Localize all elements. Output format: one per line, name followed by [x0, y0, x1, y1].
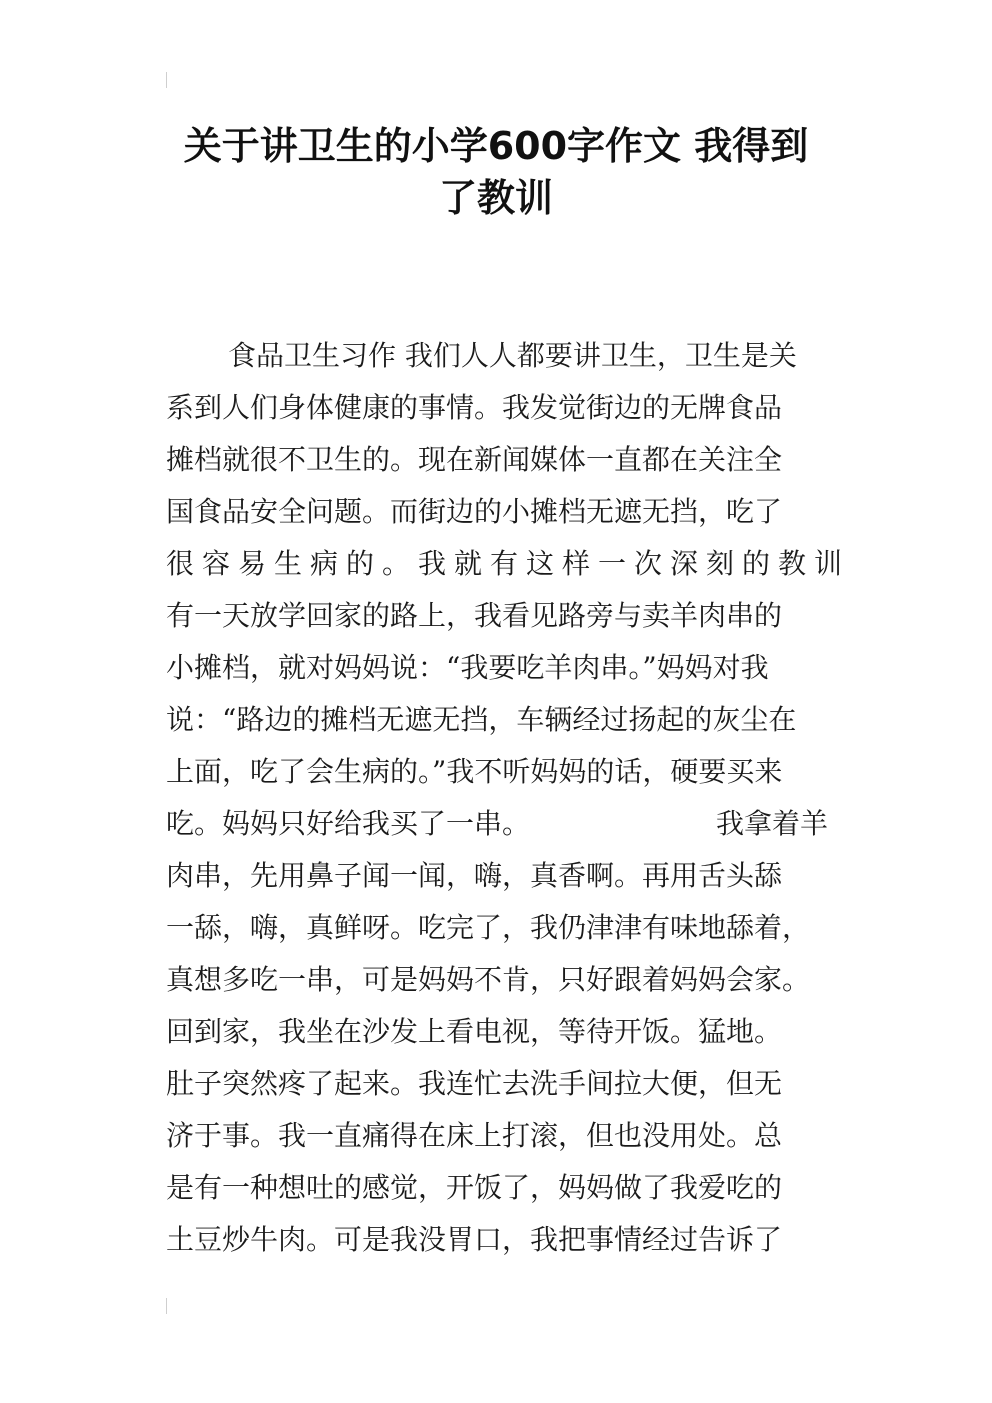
body-line: 很容易生病的。我就有这样一次深刻的教训 — [166, 547, 842, 580]
body-line: 真想多吃一串，可是妈妈不肯，只好跟着妈妈会家。 — [166, 963, 811, 996]
body-line: 肉串，先用鼻子闻一闻，嗨，真香啊。再用舌头舔 — [166, 859, 783, 892]
body-line-split — [166, 798, 842, 850]
document-title — [150, 120, 842, 224]
body-line: 是有一种想吐的感觉，开饭了，妈妈做了我爱吃的 — [166, 1171, 783, 1204]
page-corner-mark-bottom — [166, 1298, 167, 1314]
body-line: 上面，吃了会生病的。”我不听妈妈的话，硬要买来 — [166, 755, 783, 788]
body-line: 摊档就很不卫生的。现在新闻媒体一直都在关注全 — [166, 443, 783, 476]
page-corner-mark-top — [166, 72, 167, 88]
body-line: 有一天放学回家的路上，我看见路旁与卖羊肉串的 — [166, 599, 783, 632]
title-line-2: 了教训 — [438, 176, 553, 220]
body-line: 食品卫生习作 我们人人都要讲卫生，卫生是关 — [228, 339, 797, 372]
body-line-right: 我拿着羊 — [715, 807, 828, 840]
body-line: 系到人们身体健康的事情。我发觉街边的无牌食品 — [166, 391, 783, 424]
body-line: 回到家，我坐在沙发上看电视，等待开饭。猛地。 — [166, 1015, 783, 1048]
title-line-1: 关于讲卫生的小学600字作文 我得到 — [183, 124, 809, 168]
body-line: 肚子突然疼了起来。我连忙去洗手间拉大便，但无 — [166, 1067, 783, 1100]
body-line: 小摊档，就对妈妈说：“我要吃羊肉串。”妈妈对我 — [166, 651, 769, 684]
body-line-left: 吃。妈妈只好给我买了一串。 — [166, 807, 531, 840]
body-line: 土豆炒牛肉。可是我没胃口，我把事情经过告诉了 — [166, 1223, 783, 1256]
body-line: 济于事。我一直痛得在床上打滚，但也没用处。总 — [166, 1119, 783, 1152]
body-line: 一舔，嗨，真鲜呀。吃完了，我仍津津有味地舔着， — [166, 911, 811, 944]
essay-body — [166, 330, 842, 1266]
body-line: 国食品安全问题。而街边的小摊档无遮无挡，吃了 — [166, 495, 783, 528]
body-line: 说：“路边的摊档无遮无挡，车辆经过扬起的灰尘在 — [166, 703, 797, 736]
